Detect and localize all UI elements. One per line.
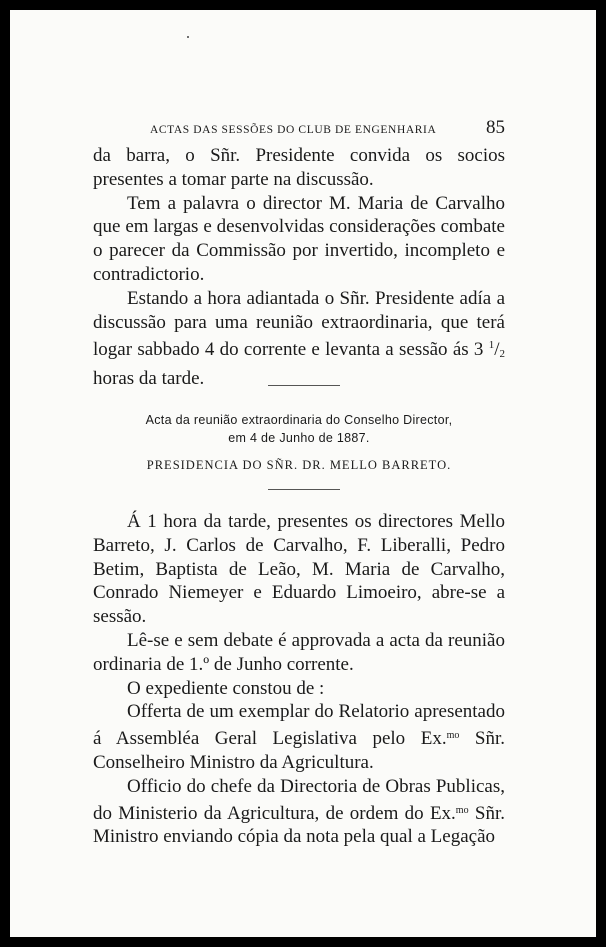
header-title: ACTAS DAS SESSÕES DO CLUB DE ENGENHARIA — [150, 124, 437, 136]
page-number: 85 — [486, 117, 505, 138]
running-header — [150, 117, 505, 139]
adjournment-text-end: horas da tarde. — [93, 368, 205, 390]
paragraph-approval: Lê-se e sem debate é approvada a acta da reunião ordinaria de 1.º de Junho corrente. — [93, 629, 505, 675]
minutes-title — [93, 411, 505, 447]
fraction-half: $^1/_2$ — [488, 339, 505, 361]
text-block-2 — [93, 510, 505, 849]
section-divider-1 — [268, 385, 340, 386]
section-divider-2 — [268, 489, 340, 490]
paragraph-expediente: O expediente constou de : — [127, 677, 325, 699]
paragraph-offer — [93, 700, 505, 774]
offer-text-end: Sñr. Conselheiro Ministro da Agricultura. — [93, 728, 505, 773]
adjournment-text: Estando a hora adiantada o Sñr. Presidente adía a discussão para uma reunião extraordinaria, que terá logar sabbado 4 do corrente e levanta a sessão ás 3 — [93, 287, 505, 361]
presidency-line: PRESIDENCIA DO SÑR. DR. MELLO BARRETO. — [146, 458, 452, 472]
minutes-title-line-2: em 4 de Junho de 1887. — [228, 431, 370, 445]
offer-text: Offerta de um exemplar do Relatorio apresentado á Assembléa Geral Legislativa pelo Ex. — [93, 701, 505, 750]
paragraph-debate: Tem a palavra o director M. Maria de Carvalho que em largas e desenvolvidas considerações combate o parecer da Commissão por invertido, incompleto e contradictorio. — [93, 192, 505, 285]
fraction-denominator: 2 — [499, 348, 505, 361]
fraction-numerator: 1 — [488, 339, 495, 352]
text-block-1 — [93, 144, 505, 391]
minutes-title-line-1: Acta da reunião extraordinaria do Conselho Director, — [145, 413, 453, 427]
paragraph-officio — [93, 775, 505, 849]
paragraph-adjournment — [93, 287, 505, 391]
officio-text-end: Sñr. Ministro enviando cópia da nota pela qual a Legação — [93, 802, 505, 848]
officio-text: Officio do chefe da Directoria de Obras Publicas, do Ministerio da Agricultura, de ordem do Ex. — [93, 775, 505, 824]
officio-superscript: mo — [455, 804, 469, 816]
paper-speck — [187, 36, 189, 38]
paragraph-continuation: da barra, o Sñr. Presidente convida os socios presentes a tomar parte na discussão. — [93, 145, 505, 190]
paragraph-opening: Á 1 hora da tarde, presentes os directores Mello Barreto, J. Carlos de Carvalho, F. Liberalli, Pedro Betim, Baptista de Leão, M. Maria de Carvalho, Conrado Niemeyer e Eduardo Limoeiro, abre-se a sessão. — [93, 511, 505, 628]
offer-superscript: mo — [446, 730, 460, 742]
